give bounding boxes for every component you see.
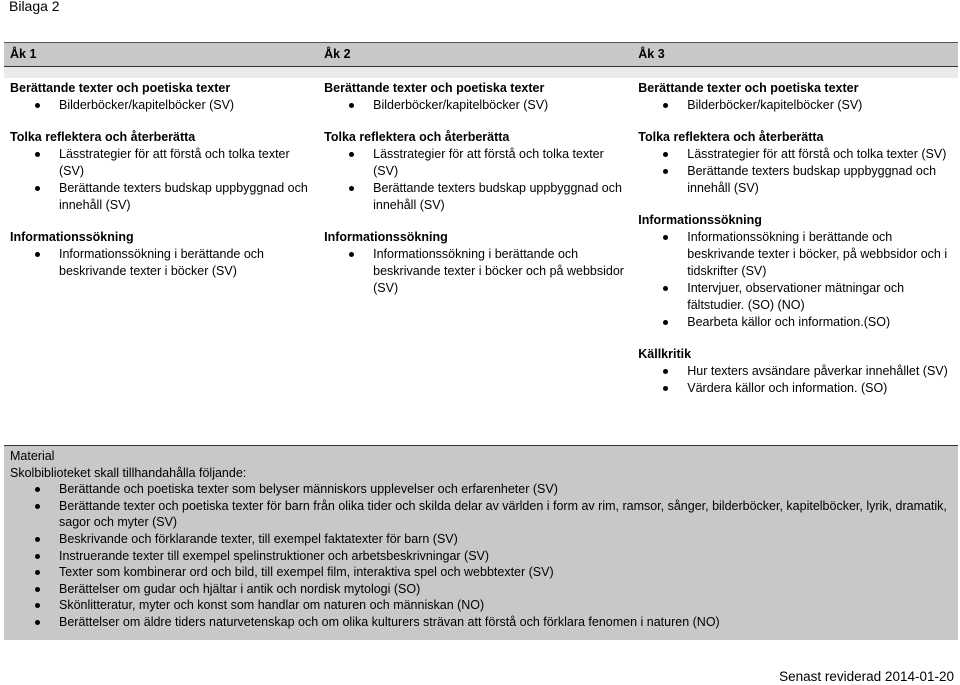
list-item: Berättande texters budskap uppbyggnad och innehåll (SV) xyxy=(638,163,952,197)
list-item: Berättande texters budskap uppbyggnad och innehåll (SV) xyxy=(10,180,312,214)
header-spacer-row xyxy=(4,67,958,79)
list-item: Lässtrategier för att förstå och tolka texter (SV) xyxy=(638,146,952,163)
grade-header-row xyxy=(4,43,958,67)
list-item: Hur texters avsändare påverkar innehållet (SV) xyxy=(638,363,952,380)
material-section xyxy=(4,445,958,640)
section-list xyxy=(10,97,312,114)
material-list xyxy=(10,481,952,630)
material-item: Berättelser om äldre tiders naturvetenskap och om olika kulturers strävan att förstå och förklara fenomen i naturen (NO) xyxy=(10,614,952,631)
section-list xyxy=(638,146,952,197)
list-item: Bearbeta källor och information.(SO) xyxy=(638,314,952,331)
material-item: Berättande och poetiska texter som belyser människors upplevelser och erfarenheter (SV) xyxy=(10,481,952,498)
grade-header-2: Åk 2 xyxy=(318,43,632,67)
list-item: Lässtrategier för att förstå och tolka texter (SV) xyxy=(324,146,626,180)
section-title: Källkritik xyxy=(638,347,692,361)
section-title: Informationssökning xyxy=(638,213,762,227)
material-item: Berättande texter och poetiska texter för barn från olika tider och skilda delar av världen i form av rim, ramsor, sånger, bilderböcker, kapitelböcker, lyrik, dramatik, sagor och myter (SV) xyxy=(10,498,952,531)
section-list xyxy=(10,246,312,280)
section-list xyxy=(324,246,626,297)
section-title: Berättande texter och poetiska texter xyxy=(324,81,545,95)
section-title: Informationssökning xyxy=(10,230,134,244)
grade-column-2 xyxy=(318,78,632,412)
section xyxy=(638,129,952,197)
section-title: Berättande texter och poetiska texter xyxy=(638,81,859,95)
section xyxy=(10,80,312,114)
section xyxy=(324,229,626,297)
section-list xyxy=(324,146,626,214)
section-list xyxy=(324,97,626,114)
grade-content-row xyxy=(4,78,958,412)
material-item: Beskrivande och förklarande texter, till exempel faktatexter för barn (SV) xyxy=(10,531,952,548)
grade-column-3 xyxy=(632,78,958,412)
grade-header-1: Åk 1 xyxy=(4,43,318,67)
section xyxy=(10,229,312,280)
section-list xyxy=(638,97,952,114)
list-item: Intervjuer, observationer mätningar och fältstudier. (SO) (NO) xyxy=(638,280,952,314)
section xyxy=(638,212,952,331)
page-label: Bilaga 2 xyxy=(9,0,60,14)
material-intro: Skolbiblioteket skall tillhandahålla följande: xyxy=(10,465,247,480)
list-item: Bilderböcker/kapitelböcker (SV) xyxy=(10,97,312,114)
section-list xyxy=(10,146,312,214)
section-title: Tolka reflektera och återberätta xyxy=(10,130,196,144)
section-title: Tolka reflektera och återberätta xyxy=(324,130,510,144)
curriculum-table xyxy=(4,42,958,412)
list-item: Bilderböcker/kapitelböcker (SV) xyxy=(638,97,952,114)
material-item: Texter som kombinerar ord och bild, till exempel film, interaktiva spel och webbtexter (SV) xyxy=(10,564,952,581)
material-title: Material xyxy=(10,449,55,463)
list-item: Värdera källor och information. (SO) xyxy=(638,380,952,397)
list-item: Bilderböcker/kapitelböcker (SV) xyxy=(324,97,626,114)
section-list xyxy=(638,363,952,397)
section-list xyxy=(638,229,952,331)
list-item: Informationssökning i berättande och beskrivande texter i böcker och på webbsidor (SV) xyxy=(324,246,626,297)
section xyxy=(324,129,626,214)
list-item: Lässtrategier för att förstå och tolka texter (SV) xyxy=(10,146,312,180)
section xyxy=(10,129,312,214)
material-item: Berättelser om gudar och hjältar i antik och nordisk mytologi (SO) xyxy=(10,581,952,598)
list-item: Berättande texters budskap uppbyggnad och innehåll (SV) xyxy=(324,180,626,214)
section xyxy=(638,346,952,397)
material-item: Skönlitteratur, myter och konst som handlar om naturen och människan (NO) xyxy=(10,597,952,614)
section-title: Tolka reflektera och återberätta xyxy=(638,130,824,144)
list-item: Informationssökning i berättande och beskrivande texter i böcker, på webbsidor och i tidskrifter (SV) xyxy=(638,229,952,280)
grade-header-3: Åk 3 xyxy=(632,43,958,67)
grade-column-1 xyxy=(4,78,318,412)
section xyxy=(638,80,952,114)
material-item: Instruerande texter till exempel spelinstruktioner och arbetsbeskrivningar (SV) xyxy=(10,548,952,565)
revision-date: Senast reviderad 2014-01-20 xyxy=(779,669,954,684)
list-item: Informationssökning i berättande och beskrivande texter i böcker (SV) xyxy=(10,246,312,280)
section-title: Informationssökning xyxy=(324,230,448,244)
section xyxy=(324,80,626,114)
section-title: Berättande texter och poetiska texter xyxy=(10,81,231,95)
